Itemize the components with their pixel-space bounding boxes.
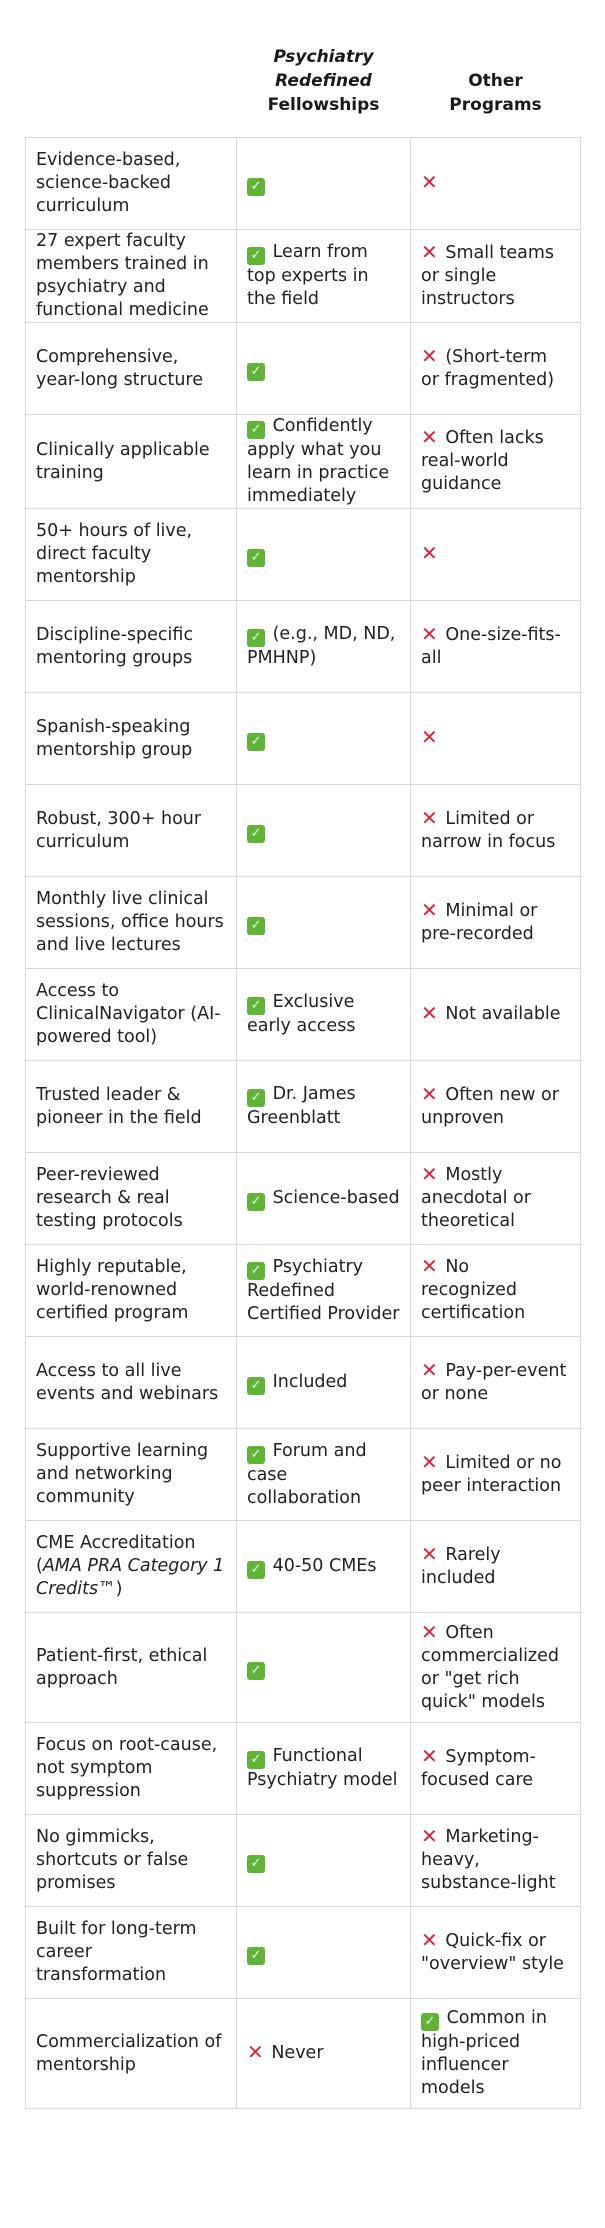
psychiatry-redefined-text: Never: [271, 2043, 324, 2063]
feature-label: Spanish-speaking mentorship group: [36, 716, 193, 760]
psychiatry-redefined-cell: [237, 601, 411, 693]
other-programs-text: Common in high-priced influencer models: [421, 2008, 547, 2098]
other-programs-cell: [411, 1999, 581, 2109]
feature-label: Access to all live events and webinars: [36, 1360, 219, 1404]
table-row: [26, 230, 581, 323]
cross-icon: ✕: [421, 1824, 438, 1848]
other-programs-cell: [411, 969, 581, 1061]
check-icon: ✓: [247, 363, 265, 381]
check-icon: ✓: [247, 1751, 265, 1769]
psychiatry-redefined-text: (e.g., MD, ND, PMHNP): [247, 624, 396, 668]
psychiatry-redefined-text: Science-based: [272, 1187, 400, 1208]
psychiatry-redefined-cell: [237, 693, 411, 785]
check-icon: ✓: [247, 1662, 265, 1680]
psychiatry-redefined-cell: [237, 415, 411, 509]
psychiatry-redefined-text: Exclusive early access: [247, 992, 356, 1036]
feature-cell: [26, 415, 237, 509]
other-programs-cell: [411, 785, 581, 877]
psychiatry-redefined-text: Learn from top experts in the field: [247, 242, 369, 309]
psychiatry-redefined-cell: [237, 1613, 411, 1723]
feature-label-italic: AMA PRA Category 1 Credits™: [36, 1556, 225, 1599]
feature-cell: [26, 1061, 237, 1153]
feature-cell: [26, 509, 237, 601]
feature-label: Patient-first, ethical approach: [36, 1645, 208, 1689]
header-other-label: Other Programs: [449, 71, 542, 115]
header-psychiatry-redefined: [237, 25, 411, 138]
other-programs-cell: [411, 1815, 581, 1907]
other-programs-text: Rarely included: [421, 1544, 501, 1588]
other-programs-text: No recognized certification: [421, 1257, 526, 1323]
cross-icon: ✕: [421, 1743, 438, 1768]
check-icon: ✓: [247, 1446, 265, 1464]
other-programs-cell: [411, 138, 581, 230]
other-programs-cell: [411, 323, 581, 415]
cross-icon: ✕: [421, 1357, 438, 1382]
other-programs-cell: [411, 1245, 581, 1337]
table-row: [26, 138, 581, 230]
other-programs-cell: [411, 1521, 581, 1613]
psychiatry-redefined-text: 40-50 CMEs: [272, 1555, 377, 1576]
table-row: [26, 693, 581, 785]
table-header-row: [26, 25, 581, 138]
psychiatry-redefined-cell: [237, 1521, 411, 1613]
table-row: [26, 785, 581, 877]
cross-icon: ✕: [421, 1449, 438, 1474]
feature-cell: [26, 1153, 237, 1245]
cross-icon: ✕: [421, 725, 438, 749]
check-icon: ✓: [247, 549, 265, 567]
feature-label: CME Accreditation (: [36, 1533, 196, 1576]
psychiatry-redefined-text: Confidently apply what you learn in practice immediately: [247, 416, 390, 506]
check-icon: ✓: [247, 733, 265, 751]
feature-label: Monthly live clinical sessions, office hours and live lectures: [36, 889, 224, 955]
check-icon: ✓: [247, 247, 265, 265]
check-icon: ✓: [247, 629, 265, 647]
feature-label: Focus on root-cause, not symptom suppression: [36, 1735, 218, 1801]
feature-cell: [26, 1723, 237, 1815]
psychiatry-redefined-text: Included: [272, 1371, 348, 1392]
other-programs-cell: [411, 1337, 581, 1429]
feature-cell: [26, 693, 237, 785]
check-icon: ✓: [247, 825, 265, 843]
other-programs-text: Marketing-heavy, substance-light: [421, 1827, 556, 1893]
table-row: [26, 601, 581, 693]
other-programs-text: Often lacks real-world guidance: [421, 428, 544, 494]
table-row: [26, 969, 581, 1061]
other-programs-text: Limited or no peer interaction: [421, 1452, 562, 1496]
psychiatry-redefined-cell: [237, 509, 411, 601]
psychiatry-redefined-cell: [237, 785, 411, 877]
psychiatry-redefined-cell: [237, 877, 411, 969]
feature-cell: [26, 969, 237, 1061]
header-other-programs: [411, 25, 581, 138]
cross-icon: ✕: [421, 805, 438, 830]
other-programs-text: Small teams or single instructors: [421, 242, 555, 309]
cross-icon: ✕: [421, 1541, 438, 1566]
feature-cell: [26, 1521, 237, 1613]
check-icon: ✓: [247, 1855, 265, 1873]
other-programs-text: Quick-fix or "overview" style: [421, 1930, 564, 1974]
header-brand-line3: Fellowships: [267, 95, 380, 115]
other-programs-text: Mostly anecdotal or theoretical: [421, 1165, 531, 1231]
feature-label: Comprehensive, year-long structure: [36, 346, 203, 390]
psychiatry-redefined-text: Psychiatry Redefined Certified Provider: [247, 1256, 400, 1324]
cross-icon: ✕: [421, 1254, 438, 1278]
feature-label: No gimmicks, shortcuts or false promises: [36, 1827, 189, 1893]
feature-cell: [26, 230, 237, 323]
feature-label: Clinically applicable training: [36, 439, 210, 483]
cross-icon: ✕: [421, 1162, 438, 1186]
psychiatry-redefined-cell: [237, 1907, 411, 1999]
feature-cell: [26, 1337, 237, 1429]
cross-icon: ✕: [421, 239, 438, 264]
cross-icon: ✕: [421, 425, 438, 449]
feature-cell: [26, 1815, 237, 1907]
other-programs-cell: [411, 509, 581, 601]
other-programs-text: (Short-term or fragmented): [421, 346, 555, 390]
psychiatry-redefined-cell: [237, 138, 411, 230]
other-programs-cell: [411, 601, 581, 693]
psychiatry-redefined-text: Forum and case collaboration: [247, 1440, 367, 1508]
feature-cell: [26, 1613, 237, 1723]
psychiatry-redefined-cell: [237, 1061, 411, 1153]
check-icon: ✓: [247, 178, 265, 196]
header-blank-cell: [26, 25, 237, 138]
feature-cell: [26, 1429, 237, 1521]
table-row: [26, 1999, 581, 2109]
feature-label: Trusted leader & pioneer in the field: [36, 1084, 202, 1128]
psychiatry-redefined-cell: [237, 1337, 411, 1429]
other-programs-text: Not available: [445, 1004, 561, 1024]
psychiatry-redefined-text: Functional Psychiatry model: [247, 1746, 398, 1790]
table-row: [26, 323, 581, 415]
other-programs-cell: [411, 1723, 581, 1815]
feature-label: 27 expert faculty members trained in psychiatry and functional medicine: [36, 231, 209, 320]
table-row: [26, 1613, 581, 1723]
feature-label: Access to ClinicalNavigator (AI-powered tool): [36, 981, 221, 1047]
check-icon: ✓: [421, 2013, 439, 2031]
check-icon: ✓: [247, 997, 265, 1015]
feature-label: 50+ hours of live, direct faculty mentorship: [36, 521, 193, 587]
other-programs-text: One-size-fits-all: [421, 624, 561, 668]
check-icon: ✓: [247, 1377, 265, 1395]
other-programs-cell: [411, 1153, 581, 1245]
psychiatry-redefined-cell: [237, 1153, 411, 1245]
psychiatry-redefined-cell: [237, 1815, 411, 1907]
other-programs-text: Often new or unproven: [421, 1084, 559, 1128]
feature-label: Evidence-based, science-backed curriculum: [36, 150, 181, 216]
check-icon: ✓: [247, 1947, 265, 1965]
table-row: [26, 1245, 581, 1337]
feature-cell: [26, 138, 237, 230]
table-row: [26, 1429, 581, 1521]
check-icon: ✓: [247, 1089, 265, 1107]
header-brand-line1: Psychiatry: [273, 47, 374, 67]
other-programs-text: Pay-per-event or none: [421, 1360, 567, 1404]
other-programs-cell: [411, 693, 581, 785]
cross-icon: ✕: [421, 1001, 438, 1025]
other-programs-cell: [411, 877, 581, 969]
table-row: [26, 1723, 581, 1815]
table-row: [26, 415, 581, 509]
check-icon: ✓: [247, 1262, 265, 1280]
cross-icon: ✕: [421, 1927, 438, 1952]
feature-cell: [26, 323, 237, 415]
table-body: [26, 138, 581, 2109]
feature-cell: [26, 1999, 237, 2109]
feature-cell: [26, 877, 237, 969]
table-row: [26, 1153, 581, 1245]
feature-cell: [26, 601, 237, 693]
comparison-table: [25, 25, 581, 2109]
other-programs-cell: [411, 1061, 581, 1153]
psychiatry-redefined-cell: [237, 969, 411, 1061]
psychiatry-redefined-cell: [237, 323, 411, 415]
feature-label: Peer-reviewed research & real testing protocols: [36, 1165, 183, 1231]
other-programs-text: Often commercialized or "get rich quick" models: [421, 1622, 559, 1712]
feature-cell: [26, 1907, 237, 1999]
other-programs-cell: [411, 1613, 581, 1723]
other-programs-text: Minimal or pre-recorded: [421, 900, 538, 944]
cross-icon: ✕: [421, 541, 438, 565]
header-brand-line2: Redefined: [275, 71, 372, 91]
table-row: [26, 509, 581, 601]
check-icon: ✓: [247, 1193, 265, 1211]
feature-label-tail: ): [115, 1579, 123, 1599]
other-programs-cell: [411, 1429, 581, 1521]
cross-icon: ✕: [421, 170, 438, 194]
psychiatry-redefined-cell: [237, 1245, 411, 1337]
other-programs-cell: [411, 230, 581, 323]
other-programs-cell: [411, 415, 581, 509]
cross-icon: ✕: [421, 897, 438, 922]
cross-icon: ✕: [421, 1081, 438, 1106]
table-row: [26, 1521, 581, 1613]
cross-icon: ✕: [421, 343, 438, 368]
cross-icon: ✕: [421, 1619, 438, 1644]
feature-label: Supportive learning and networking community: [36, 1441, 209, 1507]
feature-label: Commercialization of mentorship: [36, 2031, 222, 2075]
check-icon: ✓: [247, 421, 265, 439]
feature-label: Discipline-specific mentoring groups: [36, 624, 194, 668]
feature-cell: [26, 1245, 237, 1337]
psychiatry-redefined-cell: [237, 1723, 411, 1815]
table-row: [26, 1815, 581, 1907]
psychiatry-redefined-cell: [237, 230, 411, 323]
psychiatry-redefined-cell: [237, 1429, 411, 1521]
feature-label: Built for long-term career transformation: [36, 1919, 197, 1985]
cross-icon: ✕: [247, 2040, 264, 2064]
feature-cell: [26, 785, 237, 877]
other-programs-text: Limited or narrow in focus: [421, 808, 556, 852]
table-row: [26, 1337, 581, 1429]
cross-icon: ✕: [421, 621, 438, 646]
table-row: [26, 1907, 581, 1999]
check-icon: ✓: [247, 1561, 265, 1579]
psychiatry-redefined-cell: [237, 1999, 411, 2109]
feature-label: Robust, 300+ hour curriculum: [36, 808, 202, 852]
other-programs-text: Symptom-focused care: [421, 1746, 536, 1790]
psychiatry-redefined-text: Dr. James Greenblatt: [247, 1084, 356, 1128]
check-icon: ✓: [247, 917, 265, 935]
other-programs-cell: [411, 1907, 581, 1999]
table-row: [26, 1061, 581, 1153]
table-row: [26, 877, 581, 969]
feature-label: Highly reputable, world-renowned certified program: [36, 1257, 189, 1323]
